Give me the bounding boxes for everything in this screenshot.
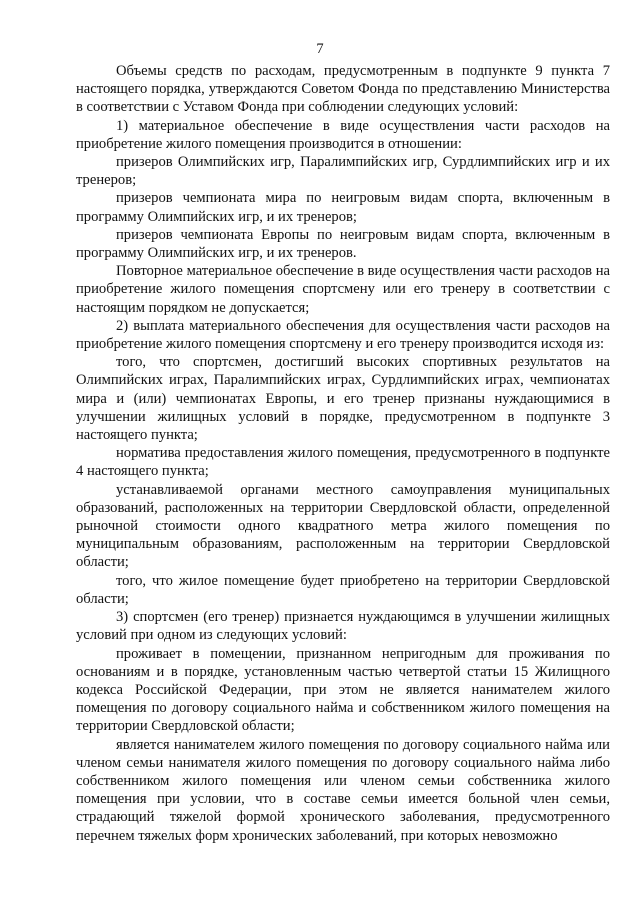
paragraph: проживает в помещении, признанном непригодным для проживания по основаниям и в порядке, установленным частью четвертой статьи 15 Жилищного кодекса Российской Федерации, при этом не является нанимателем жилого помещения по договору социального найма и собственником жилого помещения на территории Свердловской области;: [76, 645, 610, 735]
paragraph: призеров Олимпийских игр, Паралимпийских игр, Сурдлимпийских игр и их тренеров;: [76, 154, 610, 189]
paragraph: 3) спортсмен (его тренер) признается нуждающимся в улучшении жилищных условий при одном из следующих условий:: [76, 609, 610, 644]
paragraph: того, что спортсмен, достигший высоких спортивных результатов на Олимпийских играх, Паралимпийских играх, Сурдлимпийских играх, чемпионатах мира и (или) чемпионатах Европы, и его тренер признаны нуждающимися в улучшении жилищных условий в порядке, предусмотренном в подпункте 3 настоящего пункта;: [76, 354, 610, 444]
paragraph: призеров чемпионата Европы по неигровым видам спорта, включенным в программу Олимпийских игр, и их тренеров.: [76, 226, 610, 262]
paragraph: Повторное материальное обеспечение в виде осуществления части расходов на приобретение жилого помещения спортсмену или его тренеру в соответствии с настоящим порядком не допускается;: [76, 263, 610, 316]
paragraph: того, что жилое помещение будет приобретено на территории Свердловской области;: [76, 572, 610, 607]
document-body: [76, 62, 610, 845]
paragraph: 1) материальное обеспечение в виде осуществления части расходов на приобретение жилого помещения производится в отношении:: [76, 117, 610, 152]
paragraph: является нанимателем жилого помещения по договору социального найма или членом семьи нанимателя жилого помещения по договору социального найма либо собственником жилого помещения или членом семьи собственника жилого помещения при условии, что в составе семьи имеется больной член семьи, страдающий тяжелой формой хронического заболевания, предусмотренного перечнем тяжелых форм хронических заболеваний, при которых невозможно: [76, 736, 610, 844]
page-number: 7: [316, 41, 324, 57]
paragraph: призеров чемпионата мира по неигровым видам спорта, включенным в программу Олимпийских игр, и их тренеров;: [76, 190, 610, 225]
paragraph: устанавливаемой органами местного самоуправления муниципальных образований, расположенных на территории Свердловской области, определенной рыночной стоимости одного квадратного метра жилого помещения по муниципальным образованиям, расположенным на территории Свердловской области;: [76, 481, 610, 571]
paragraph: 2) выплата материального обеспечения для осуществления части расходов на приобретение жилого помещения спортсмену и его тренеру производится исходя из:: [76, 317, 610, 353]
paragraph: Объемы средств по расходам, предусмотренным в подпункте 9 пункта 7 настоящего порядка, утверждаются Советом Фонда по представлению Министерства в соответствии с Уставом Фонда при соблюдении следующих условий:: [76, 63, 610, 116]
paragraph: норматива предоставления жилого помещения, предусмотренного в подпункте 4 настоящего пункта;: [76, 445, 610, 480]
